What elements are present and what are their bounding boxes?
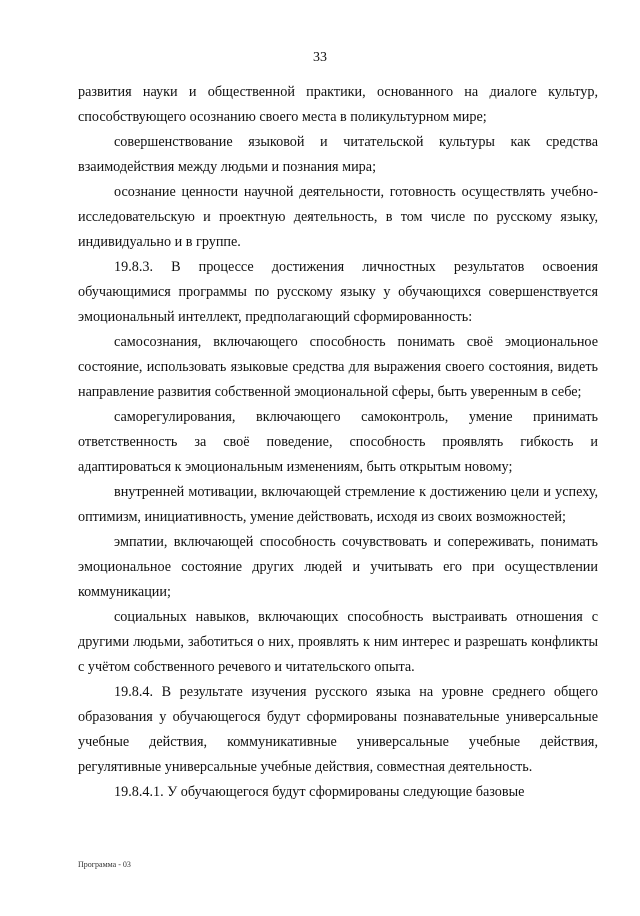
document-body bbox=[78, 80, 598, 805]
paragraph: совершенствование языковой и читательской культуры как средства взаимодействия между людьми и познания мира; bbox=[78, 134, 598, 175]
paragraph: самосознания, включающего способность понимать своё эмоциональное состояние, использовать языковые средства для выражения своего состояния, видеть направление развития собственной эмоциональной сферы, быть уверенным в себе; bbox=[78, 334, 598, 400]
paragraph-continuation: развития науки и общественной практики, основанного на диалоге культур, способствующего осознанию своего места в поликультурном мире; bbox=[78, 84, 598, 125]
paragraph-section-19-8-4-1: 19.8.4.1. У обучающегося будут сформированы следующие базовые bbox=[114, 784, 525, 800]
paragraph: социальных навыков, включающих способность выстраивать отношения с другими людьми, заботиться о них, проявлять к ним интерес и разрешать конфликты с учётом собственного речевого и читательского опыта. bbox=[78, 609, 598, 675]
paragraph: внутренней мотивации, включающей стремление к достижению цели и успеху, оптимизм, инициативность, умение действовать, исходя из своих возможностей; bbox=[78, 484, 598, 525]
paragraph-section-19-8-3: 19.8.3. В процессе достижения личностных результатов освоения обучающимися программы по русскому языку у обучающихся совершенствуется эмоциональный интеллект, предполагающий сформированность: bbox=[78, 259, 598, 325]
page-number: 33 bbox=[313, 50, 327, 65]
page-footer: Программа - 03 bbox=[78, 860, 131, 869]
paragraph-section-19-8-4: 19.8.4. В результате изучения русского языка на уровне среднего общего образования у обучающегося будут сформированы познавательные универсальные учебные действия, коммуникативные универсальные учебные действия, регулятивные универсальные учебные действия, совместная деятельность. bbox=[78, 684, 598, 775]
paragraph: саморегулирования, включающего самоконтроль, умение принимать ответственность за своё поведение, способность проявлять гибкость и адаптироваться к эмоциональным изменениям, быть открытым новому; bbox=[78, 409, 598, 475]
paragraph: осознание ценности научной деятельности, готовность осуществлять учебно-исследовательскую и проектную деятельность, в том числе по русскому языку, индивидуально и в группе. bbox=[78, 184, 598, 250]
paragraph: эмпатии, включающей способность сочувствовать и сопереживать, понимать эмоциональное состояние других людей и учитывать его при осуществлении коммуникации; bbox=[78, 534, 598, 600]
